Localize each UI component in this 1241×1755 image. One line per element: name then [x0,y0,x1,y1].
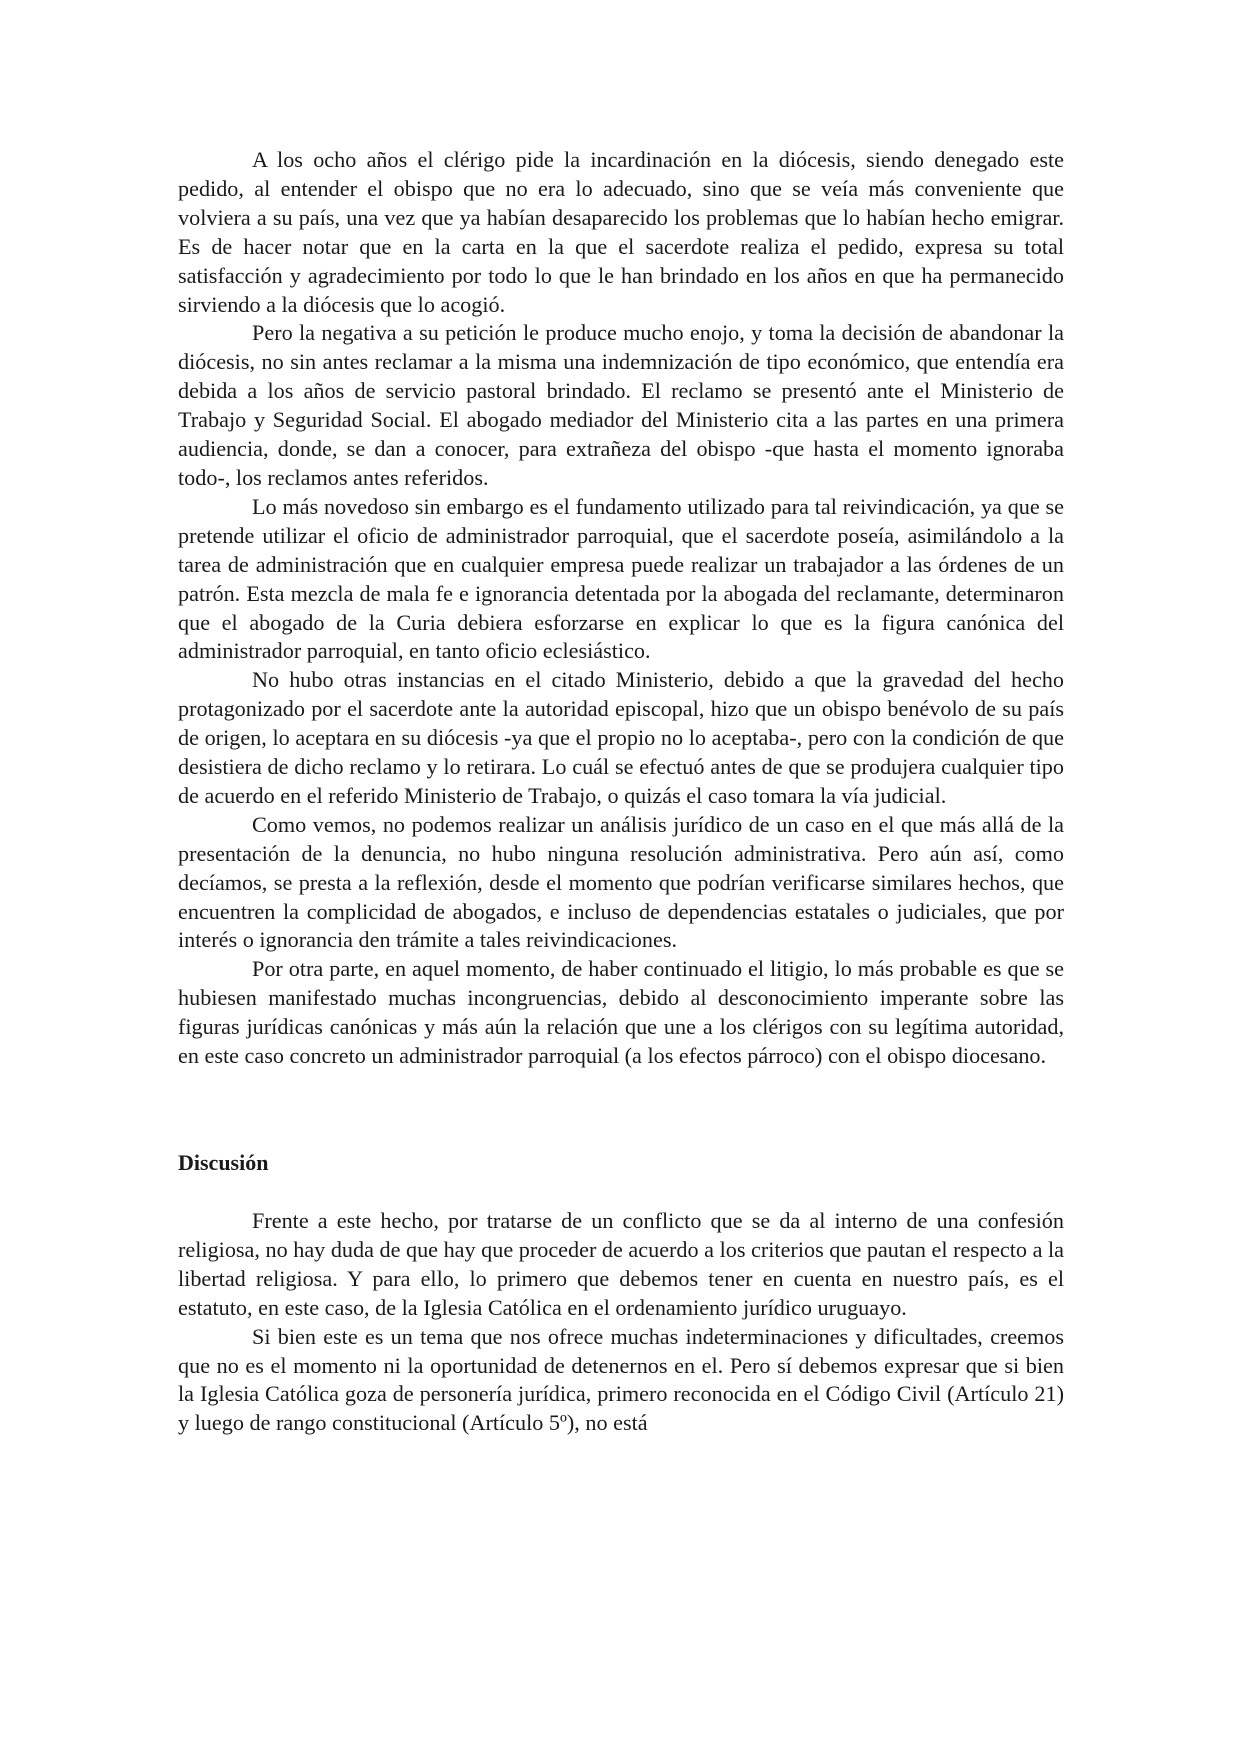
paragraph-incardination-request: A los ocho años el clérigo pide la incardinación en la diócesis, siendo denegado este pedido, al entender el obispo que no era lo adecuado, sino que se veía más conveniente que volviera a su país, una vez que ya habían desaparecido los problemas que lo habían hecho emigrar. Es de hacer notar que en la carta en la que el sacerdote realiza el pedido, expresa su total satisfacción y agradecimiento por todo lo que le han brindado en los años en que ha permanecido sirviendo a la diócesis que lo acogió. [178,147,1064,317]
paragraph-religious-freedom: Frente a este hecho, por tratarse de un conflicto que se da al interno de una confesión religiosa, no hay duda de que hay que proceder de acuerdo a los criterios que pautan el respecto a la libertad religiosa. Y para ello, lo primero que debemos tener en cuenta en nuestro país, es el estatuto, en este caso, de la Iglesia Católica en el ordenamiento jurídico uruguayo. [178,1208,1064,1320]
paragraph-no-further-instances: No hubo otras instancias en el citado Ministerio, debido a que la gravedad del hecho protagonizado por el sacerdote ante la autoridad episcopal, hizo que un obispo benévolo de su país de origen, lo aceptara en su diócesis -ya que el propio no lo aceptaba-, pero con la condición de que desistiera de dicho reclamo y lo retirara. Lo cuál se efectuó antes de que se produjera cualquier tipo de acuerdo en el referido Ministerio de Trabajo, o quizás el caso tomara la vía judicial. [178,667,1064,808]
paragraph-legal-personality: Si bien este es un tema que nos ofrece muchas indeterminaciones y dificultades, creemos que no es el momento ni la oportunidad de detenernos en el. Pero sí debemos expresar que si bien la Iglesia Católica goza de personería jurídica, primero reconocida en el Código Civil (Artículo 21) y luego de rango constitucional (Artículo 5º), no está [178,1323,1064,1436]
paragraph-incongruences: Por otra parte, en aquel momento, de haber continuado el litigio, lo más probable es que se hubiesen manifestado muchas incongruencias, debido al desconocimiento imperante sobre las figuras jurídicas canónicas y más aún la relación que une a los clérigos con su legítima autoridad, en este caso concreto un administrador parroquial (a los efectos párroco) con el obispo diocesano. [178,956,1064,1069]
paragraph-legal-analysis: Como vemos, no podemos realizar un análisis jurídico de un caso en el que más allá de la presentación de la denuncia, no hubo ninguna resolución administrativa. Pero aún así, como decíamos, se presta a la reflexión, desde el momento que podrían verificarse similares hechos, que encuentren la complicidad de abogados, e incluso de dependencias estatales o judiciales, que por interés o ignorancia den trámite a tales reivindicaciones. [178,811,1064,953]
paragraph-compensation-claim: Pero la negativa a su petición le produce mucho enojo, y toma la decisión de abandonar la diócesis, no sin antes reclamar a la misma una indemnización de tipo económico, que entendía era debida a los años de servicio pastoral brindado. El reclamo se presentó ante el Ministerio de Trabajo y Seguridad Social. El abogado mediador del Ministerio cita a las partes en una primera audiencia, donde, se dan a conocer, para extrañeza del obispo -que hasta el momento ignoraba todo-, los reclamos antes referidos. [178,320,1064,490]
section-spacer [178,1177,1064,1207]
document-page [178,146,1064,1438]
paragraph-claim-basis: Lo más novedoso sin embargo es el fundamento utilizado para tal reivindicación, ya que se pretende utilizar el oficio de administrador parroquial, que el sacerdote poseía, asimilándolo a la tarea de administración que en cualquier empresa puede realizar un trabajador a las órdenes de un patrón. Esta mezcla de mala fe e ignorancia detentada por la abogada del reclamante, determinaron que el abogado de la Curia debiera esforzarse en explicar lo que es la figura canónica del administrador parroquial, en tanto oficio eclesiástico. [178,493,1064,664]
section-heading-discussion: Discusión [178,1150,269,1175]
section-spacer [178,1071,1064,1149]
